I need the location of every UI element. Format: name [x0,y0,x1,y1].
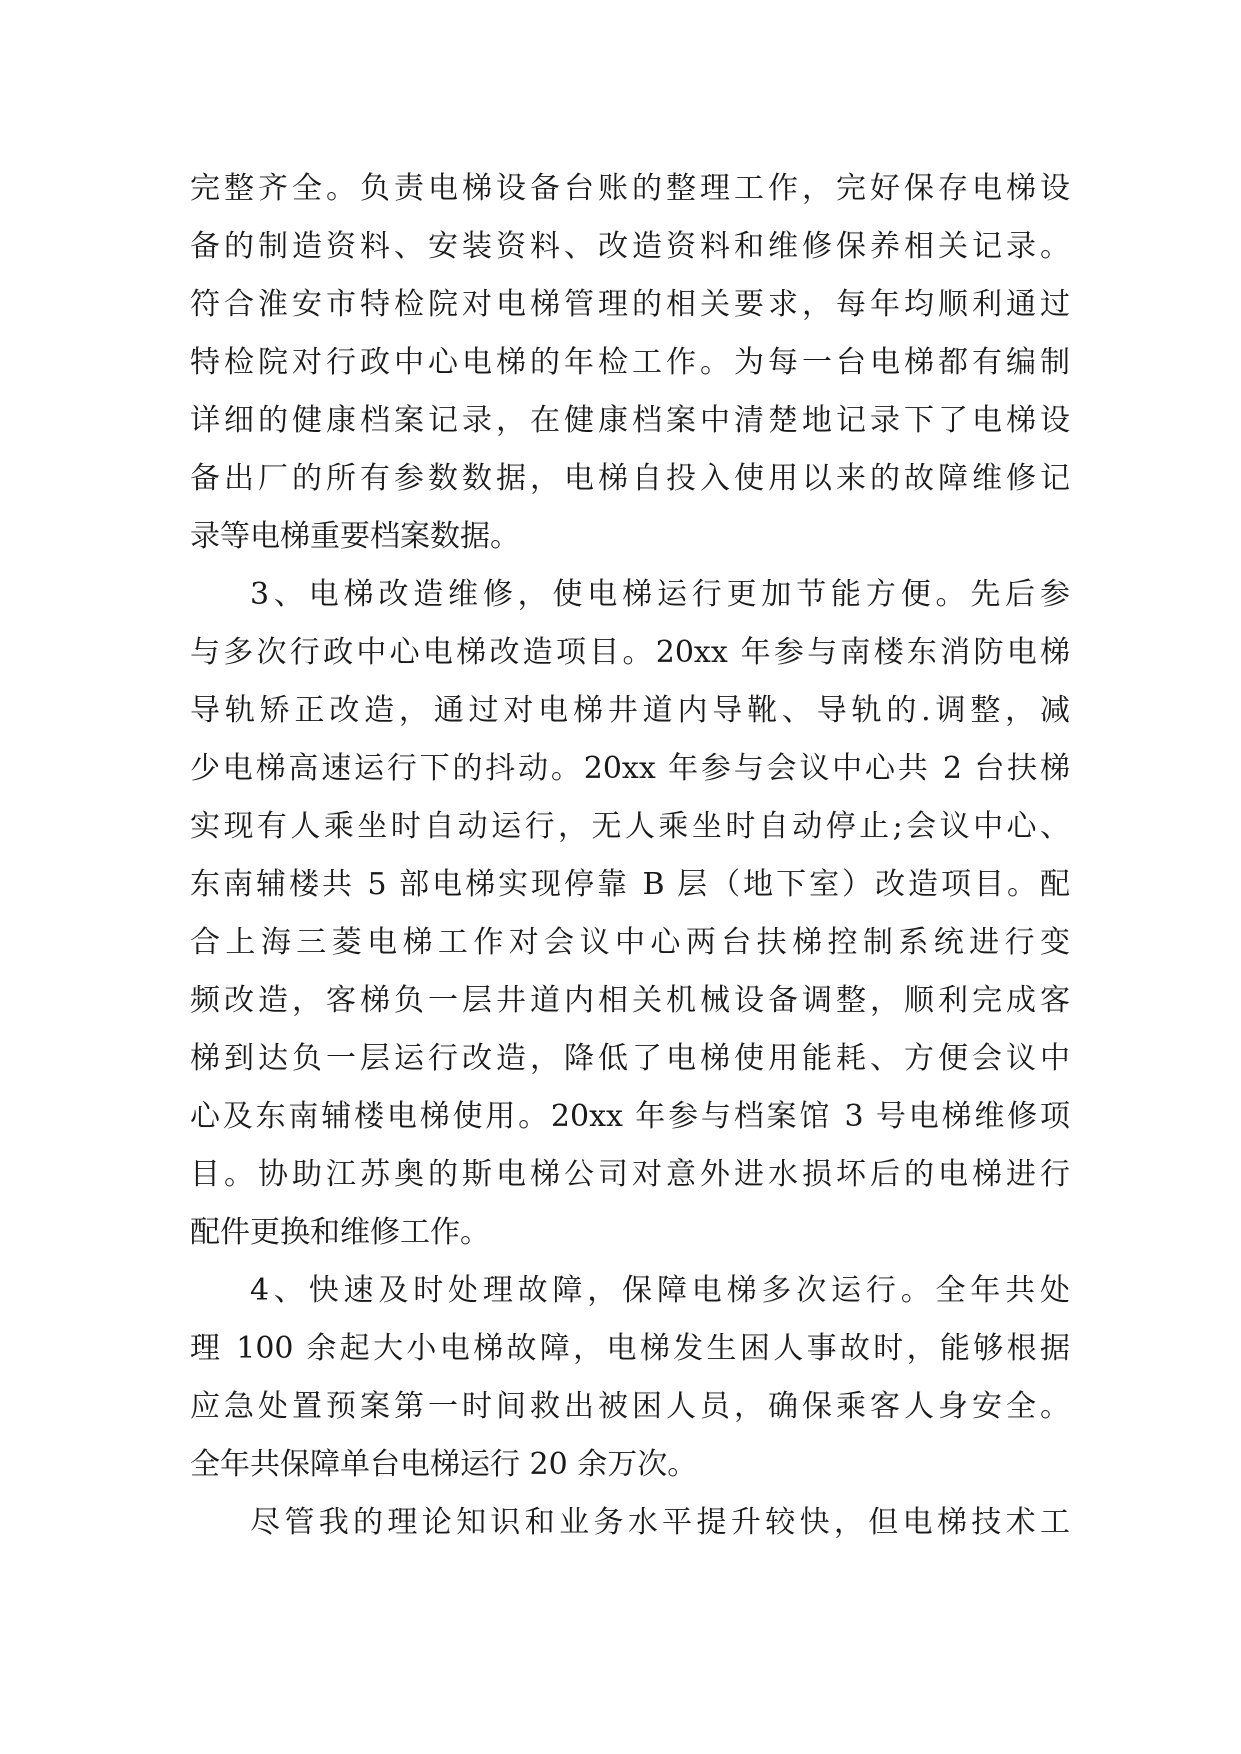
text-line: 3、电梯改造维修，使电梯运行更加节能方便。先后参 [250,577,1070,612]
text-line: 梯到达负一层运行改造，降低了电梯使用能耗、方便会议中 [190,1041,1070,1076]
text-line: 符合淮安市特检院对电梯管理的相关要求，每年均顺利通过 [190,287,1070,322]
text-line: 目。协助江苏奥的斯电梯公司对意外进水损坏后的电梯进行 [190,1157,1070,1192]
text-line: 全年共保障单台电梯运行 20 余万次。 [190,1447,698,1482]
text-line: 少电梯高速运行下的抖动。20xx 年参与会议中心共 2 台扶梯 [190,751,1070,786]
text-line: 4、快速及时处理故障，保障电梯多次运行。全年共处 [250,1273,1070,1308]
text-line: 完整齐全。负责电梯设备台账的整理工作，完好保存电梯设 [190,171,1070,206]
text-line: 详细的健康档案记录，在健康档案中清楚地记录下了电梯设 [190,403,1070,438]
text-line: 应急处置预案第一时间救出被困人员，确保乘客人身安全。 [190,1389,1070,1424]
text-line: 理 100 余起大小电梯故障，电梯发生困人事故时，能够根据 [190,1331,1070,1366]
text-line: 特检院对行政中心电梯的年检工作。为每一台电梯都有编制 [190,345,1070,380]
text-line: 备出厂的所有参数数据，电梯自投入使用以来的故障维修记 [190,461,1070,496]
text-line: 频改造，客梯负一层井道内相关机械设备调整，顺利完成客 [190,983,1070,1018]
text-line: 与多次行政中心电梯改造项目。20xx 年参与南楼东消防电梯 [190,635,1070,670]
text-line: 合上海三菱电梯工作对会议中心两台扶梯控制系统进行变 [190,925,1070,960]
text-line: 录等电梯重要档案数据。 [190,519,520,554]
text-line: 心及东南辅楼电梯使用。20xx 年参与档案馆 3 号电梯维修项 [190,1099,1070,1134]
body-text [190,160,1070,1552]
text-line: 导轨矫正改造，通过对电梯井道内导靴、导轨的.调整，减 [190,693,1070,728]
text-line: 配件更换和维修工作。 [190,1215,490,1250]
text-line: 实现有人乘坐时自动运行，无人乘坐时自动停止;会议中心、 [190,809,1070,844]
text-line: 东南辅楼共 5 部电梯实现停靠 B 层（地下室）改造项目。配 [190,867,1070,902]
text-line: 尽管我的理论知识和业务水平提升较快，但电梯技术工 [250,1505,1070,1540]
text-line: 备的制造资料、安装资料、改造资料和维修保养相关记录。 [190,229,1070,264]
